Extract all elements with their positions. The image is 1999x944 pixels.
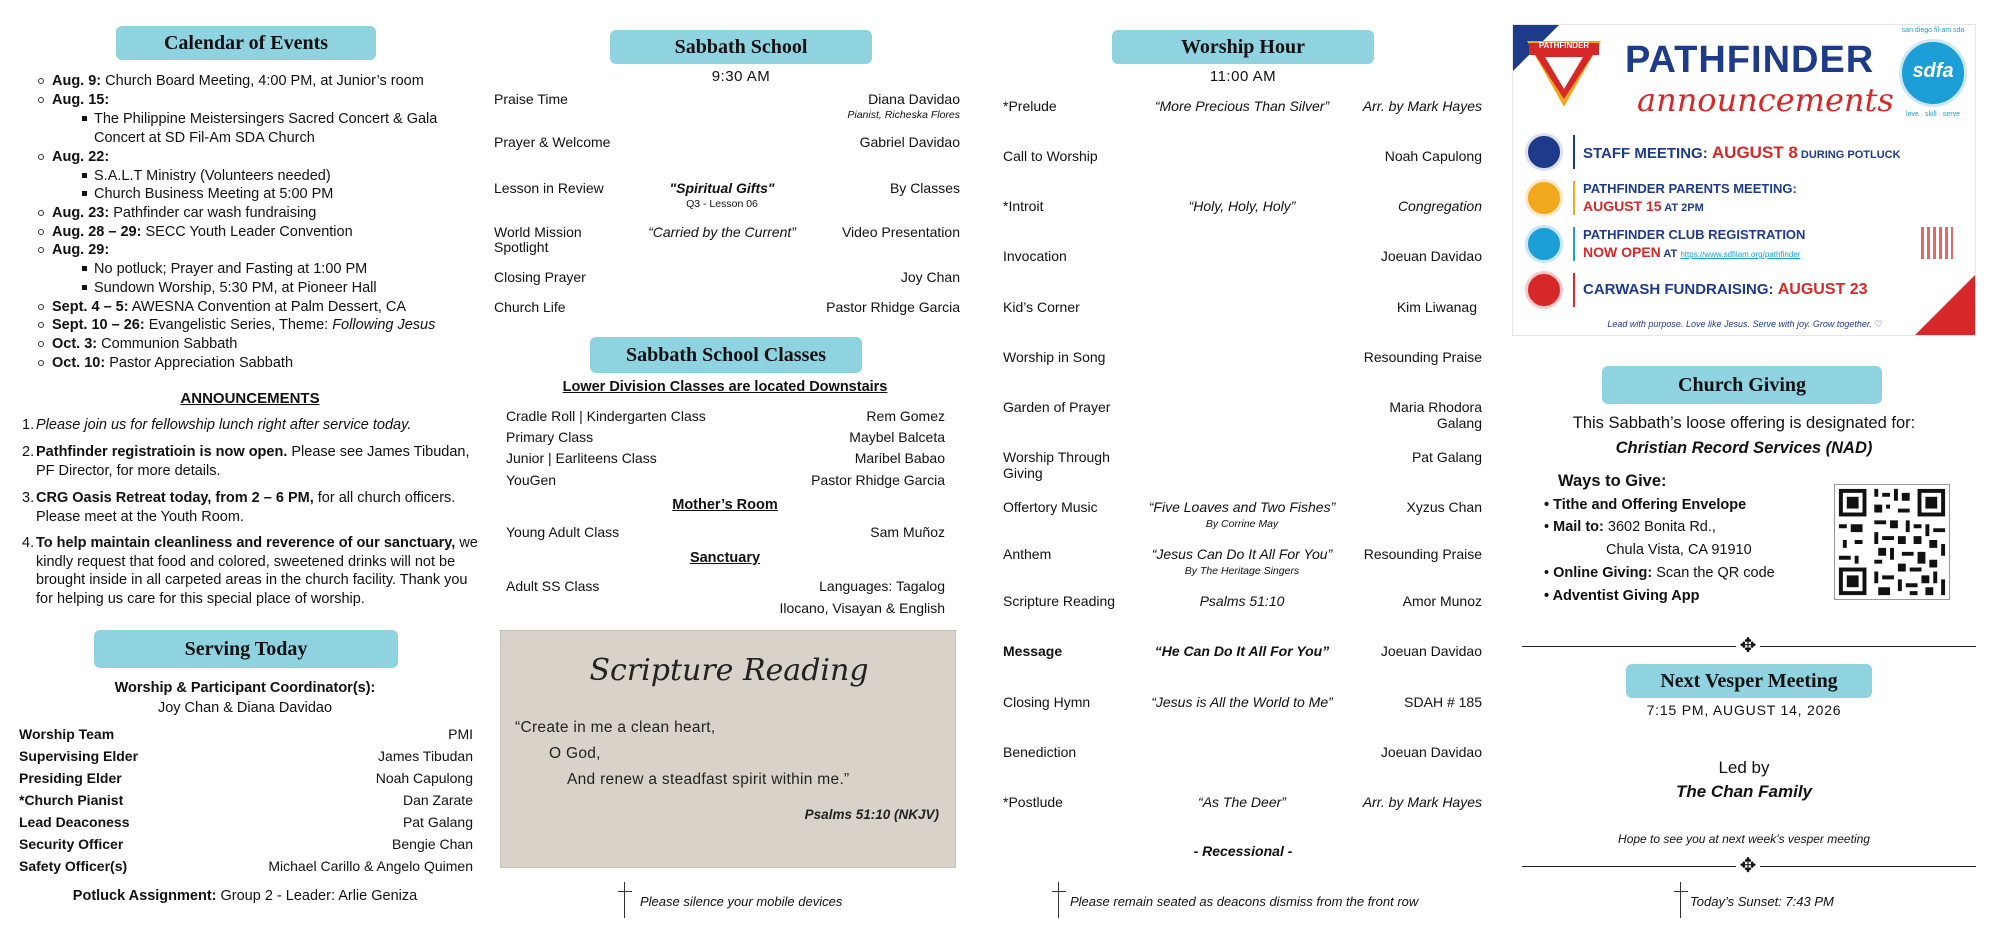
mothers-room-heading: Mother’s Room xyxy=(672,497,778,513)
program-title: “More Precious Than Silver” xyxy=(1154,98,1330,114)
program-label: Offertory Music xyxy=(1003,499,1098,515)
serving-name: Pat Galang xyxy=(402,814,473,830)
serving-role: Worship Team xyxy=(19,726,115,742)
pathfinder-poster xyxy=(1512,24,1976,336)
program-name: Amor Munoz xyxy=(1402,593,1482,609)
ornament-icon: ✥ xyxy=(1736,634,1760,658)
list-item: Oct. 10: Pastor Appreciation Sabbath xyxy=(52,354,293,373)
scripture-reference: Psalms 51:10 (NKJV) xyxy=(804,807,939,822)
poster-item: CARWASH FUNDRAISING: AUGUST 23 xyxy=(1525,271,1965,309)
giving-title: Church Giving xyxy=(1602,366,1882,404)
parents-icon xyxy=(1525,179,1563,217)
registration-link[interactable]: https://www.sdfilam.org/pathfinder xyxy=(1680,250,1801,259)
list-item: Aug. 23: Pathfinder car wash fundraising xyxy=(52,204,316,223)
class-name: YouGen xyxy=(506,472,557,488)
poster-badge-text: PATHFINDER xyxy=(1538,41,1590,50)
program-label: Closing Hymn xyxy=(1003,694,1091,710)
sdfa-logo xyxy=(1899,39,1967,107)
program-title: “Five Loaves and Two Fishes” xyxy=(1148,499,1336,515)
worship-title: Worship Hour xyxy=(1112,30,1374,64)
program-name: SDAH # 185 xyxy=(1404,694,1482,710)
vesper-led-by: Led by xyxy=(1718,758,1770,777)
cross-icon xyxy=(1674,882,1688,918)
serving-name: Noah Capulong xyxy=(375,770,473,786)
list-item: Aug. 15: xyxy=(52,91,109,110)
program-name: Pastor Rhidge Garcia xyxy=(826,299,960,315)
poster-item: PATHFINDER CLUB REGISTRATION NOW OPEN AT https://www.sdfilam.org/pathfinder xyxy=(1525,225,1965,263)
program-label: World Mission xyxy=(494,224,582,240)
lower-division-heading: Lower Division Classes are located Downstairs xyxy=(562,379,888,395)
vesper-title: Next Vesper Meeting xyxy=(1626,664,1872,698)
serving-name: Bengie Chan xyxy=(392,836,473,852)
program-title: Psalms 51:10 xyxy=(1199,593,1285,609)
list-item: Aug. 9: Church Board Meeting, 4:00 PM, at Junior’s room xyxy=(52,72,424,91)
list-item: • Adventist Giving App xyxy=(1544,588,1700,604)
program-name: Pat Galang xyxy=(1411,449,1482,465)
program-title: “Jesus Can Do It All For You” xyxy=(1151,546,1333,562)
class-teacher: Pastor Rhidge Garcia xyxy=(811,472,945,488)
program-label: Spotlight xyxy=(494,239,549,255)
program-name: Galang xyxy=(1436,415,1482,431)
class-name: Young Adult Class xyxy=(506,524,620,540)
poster-item: STAFF MEETING: AUGUST 8 DURING POTLUCK xyxy=(1525,133,1965,171)
program-name: Gabriel Davidao xyxy=(859,134,960,150)
program-name: Arr. by Mark Hayes xyxy=(1362,98,1482,114)
scripture-line: “Create in me a clean heart, xyxy=(515,719,716,736)
list-item: Sept. 10 – 26: Evangelistic Series, Theme: Following Jesus xyxy=(52,316,435,335)
logo-ring-text: san diego fil-am sda xyxy=(1901,27,1965,34)
program-name: Video Presentation xyxy=(841,224,960,240)
ways-to-give-heading: Ways to Give: xyxy=(1558,472,1667,490)
list-item: 1. Please join us for fellowship lunch right after service today. xyxy=(22,417,412,433)
coordinator-label: Worship & Participant Coordinator(s): xyxy=(114,680,376,696)
serving-title: Serving Today xyxy=(94,630,398,668)
list-item: • Mail to: 3602 Bonita Rd., xyxy=(1544,519,1716,535)
list-item: Aug. 29: xyxy=(52,241,109,260)
calendar-title: Calendar of Events xyxy=(116,26,376,60)
program-name: Kim Liwanag xyxy=(1396,299,1477,315)
classes-title: Sabbath School Classes xyxy=(590,337,862,373)
list-item: S.A.L.T Ministry (Volunteers needed) xyxy=(94,167,331,186)
list-item: Church Business Meeting at 5:00 PM xyxy=(94,185,333,204)
qr-code-icon xyxy=(1921,227,1953,259)
program-title: “As The Deer” xyxy=(1198,794,1286,810)
serving-name: James Tibudan xyxy=(378,748,473,764)
program-name: Joeuan Davidao xyxy=(1380,744,1482,760)
sanctuary-heading: Sanctuary xyxy=(689,550,761,566)
potluck-assignment: Potluck Assignment: Group 2 - Leader: Arlie Geniza xyxy=(72,888,418,904)
program-title: “He Can Do It All For You” xyxy=(1154,643,1330,659)
class-teacher: Ilocano, Visayan & English xyxy=(779,600,945,616)
deacons-note: Please remain seated as deacons dismiss from the front row xyxy=(1070,894,1419,909)
vesper-hope: Hope to see you at next week’s vesper meeting xyxy=(1618,832,1870,846)
coordinator-names: Joy Chan & Diana Davidao xyxy=(157,700,333,716)
list-item: Chula Vista, CA 91910 xyxy=(1606,542,1752,558)
program-title: “Carried by the Current” xyxy=(648,224,796,240)
serving-role: *Church Pianist xyxy=(19,792,124,808)
sabbath-school-time: 9:30 AM xyxy=(711,68,771,85)
program-label: *Prelude xyxy=(1003,98,1057,114)
logo-tagline: love · skill · serve xyxy=(1905,111,1961,118)
giving-organization: Christian Record Services (NAD) xyxy=(1615,439,1873,457)
program-label: Closing Prayer xyxy=(494,269,586,285)
program-label: Invocation xyxy=(1003,248,1067,264)
logo-text: sdfa xyxy=(1912,60,1954,82)
program-name: Xyzus Chan xyxy=(1406,499,1482,515)
list-item: Sept. 4 – 5: AWESNA Convention at Palm Dessert, CA xyxy=(52,298,406,317)
cross-icon xyxy=(618,882,632,918)
program-label: Anthem xyxy=(1003,546,1052,562)
program-label: Prayer & Welcome xyxy=(494,134,611,150)
list-item: 3. CRG Oasis Retreat today, from 2 – 6 PM, for all church officers. Please meet at the Youth Room. xyxy=(22,490,456,525)
class-name: Junior | Earliteens Class xyxy=(506,450,657,466)
program-label: Garden of Prayer xyxy=(1003,399,1111,415)
program-sub: Pianist, Richeska Flores xyxy=(847,109,960,121)
registration-icon xyxy=(1525,225,1563,263)
program-label: Message xyxy=(1003,643,1063,659)
recessional: - Recessional - xyxy=(1193,843,1293,859)
cross-icon xyxy=(1052,882,1066,918)
program-label: Worship Through xyxy=(1003,449,1110,465)
program-name: Arr. by Mark Hayes xyxy=(1362,794,1482,810)
list-item: • Tithe and Offering Envelope xyxy=(1544,497,1747,513)
program-label: Giving xyxy=(1003,465,1043,481)
list-item: Aug. 22: xyxy=(52,148,109,167)
serving-role: Security Officer xyxy=(19,836,124,852)
program-name: Resounding Praise xyxy=(1363,546,1482,562)
program-name: Resounding Praise xyxy=(1363,349,1482,365)
list-item: Aug. 28 – 29: SECC Youth Leader Convention xyxy=(52,223,353,242)
class-name: Adult SS Class xyxy=(506,578,600,594)
class-teacher: Maribel Babao xyxy=(854,450,945,466)
list-item: The Philippine Meistersingers Sacred Concert & Gala xyxy=(94,110,437,129)
silence-note: Please silence your mobile devices xyxy=(640,894,843,909)
program-label: *Postlude xyxy=(1003,794,1063,810)
program-label: Lesson in Review xyxy=(494,180,604,196)
list-item: 2. Pathfinder registratioin is now open. Please see James Tibudan, PF Director, for more details. xyxy=(22,444,470,479)
program-name: Congregation xyxy=(1397,198,1482,214)
program-name: Joeuan Davidao xyxy=(1380,643,1482,659)
announcements-heading: ANNOUNCEMENTS xyxy=(180,390,320,407)
scripture-line: O God, xyxy=(549,745,601,762)
program-name: Maria Rhodora xyxy=(1389,399,1482,415)
giving-designation: This Sabbath’s loose offering is designated for: xyxy=(1572,414,1916,432)
scripture-title: Scripture Reading xyxy=(589,653,869,688)
program-sub: By Corrine May xyxy=(1205,518,1279,530)
program-name: By Classes xyxy=(889,180,960,196)
giving-qr-code-icon xyxy=(1834,484,1950,600)
poster-footer: Lead with purpose. Love like Jesus. Serve with joy. Grow together. ♡ xyxy=(1607,319,1883,329)
worship-time: 11:00 AM xyxy=(1209,68,1277,85)
serving-role: Presiding Elder xyxy=(19,770,122,786)
list-item: 4. To help maintain cleanliness and reverence of our sanctuary, we kindly request that food and colored, sweetened drinks will not be brought inside in all carpeted areas in the church facility. Thank you for helping us care for this special place of worship. xyxy=(22,535,478,607)
list-item: • Online Giving: Scan the QR code xyxy=(1544,565,1775,581)
list-item: No potluck; Prayer and Fasting at 1:00 PM xyxy=(94,260,367,279)
program-label: Kid’s Corner xyxy=(1003,299,1080,315)
serving-role: Supervising Elder xyxy=(19,748,139,764)
class-name: Cradle Roll | Kindergarten Class xyxy=(506,408,706,424)
scripture-line: And renew a steadfast spirit within me.” xyxy=(567,771,850,788)
program-label: Call to Worship xyxy=(1003,148,1098,164)
program-title: "Spiritual Gifts" xyxy=(669,180,775,196)
meeting-icon xyxy=(1525,133,1563,171)
poster-item: PATHFINDER PARENTS MEETING: AUGUST 15 AT 2PM xyxy=(1525,179,1965,217)
list-item: Oct. 3: Communion Sabbath xyxy=(52,335,237,354)
vesper-when: 7:15 PM, AUGUST 14, 2026 xyxy=(1646,702,1842,718)
program-label: *Introit xyxy=(1003,198,1044,214)
program-name: Joy Chan xyxy=(900,269,960,285)
ornament-icon: ✥ xyxy=(1736,854,1760,878)
program-label: Benediction xyxy=(1003,744,1077,760)
program-label: Worship in Song xyxy=(1003,349,1106,365)
program-sub: By The Heritage Singers xyxy=(1184,565,1300,577)
car-icon xyxy=(1525,271,1563,309)
serving-name: Dan Zarate xyxy=(402,792,473,808)
poster-title: PATHFINDER xyxy=(1625,39,1875,81)
sabbath-school-title: Sabbath School xyxy=(610,30,872,64)
program-label: Scripture Reading xyxy=(1003,593,1116,609)
class-teacher: Maybel Balceta xyxy=(849,429,945,445)
program-label: Church Life xyxy=(494,299,566,315)
program-title: “Holy, Holy, Holy” xyxy=(1188,198,1296,214)
program-sub: Q3 - Lesson 06 xyxy=(686,198,758,210)
sunset-note: Today’s Sunset: 7:43 PM xyxy=(1690,894,1834,909)
class-teacher: Languages: Tagalog xyxy=(819,578,945,594)
program-name: Noah Capulong xyxy=(1384,148,1482,164)
serving-name: PMI xyxy=(448,726,473,742)
poster-subtitle: announcements xyxy=(1637,81,1894,119)
program-title: “Jesus is All the World to Me” xyxy=(1151,694,1333,710)
serving-name: Michael Carillo & Angelo Quimen xyxy=(268,858,473,874)
list-item: Sundown Worship, 5:30 PM, at Pioneer Hall xyxy=(94,279,377,298)
program-name: Diana Davidao xyxy=(868,91,960,107)
program-label: Praise Time xyxy=(494,91,568,107)
serving-role: Lead Deaconess xyxy=(19,814,130,830)
class-name: Primary Class xyxy=(506,429,594,445)
list-item: Concert at SD Fil-Am SDA Church xyxy=(94,130,315,146)
vesper-family: The Chan Family xyxy=(1675,782,1813,801)
class-teacher: Sam Muñoz xyxy=(870,524,945,540)
serving-role: Safety Officer(s) xyxy=(19,858,128,874)
program-name: Joeuan Davidao xyxy=(1380,248,1482,264)
class-teacher: Rem Gomez xyxy=(866,408,945,424)
scripture-card xyxy=(500,630,956,868)
